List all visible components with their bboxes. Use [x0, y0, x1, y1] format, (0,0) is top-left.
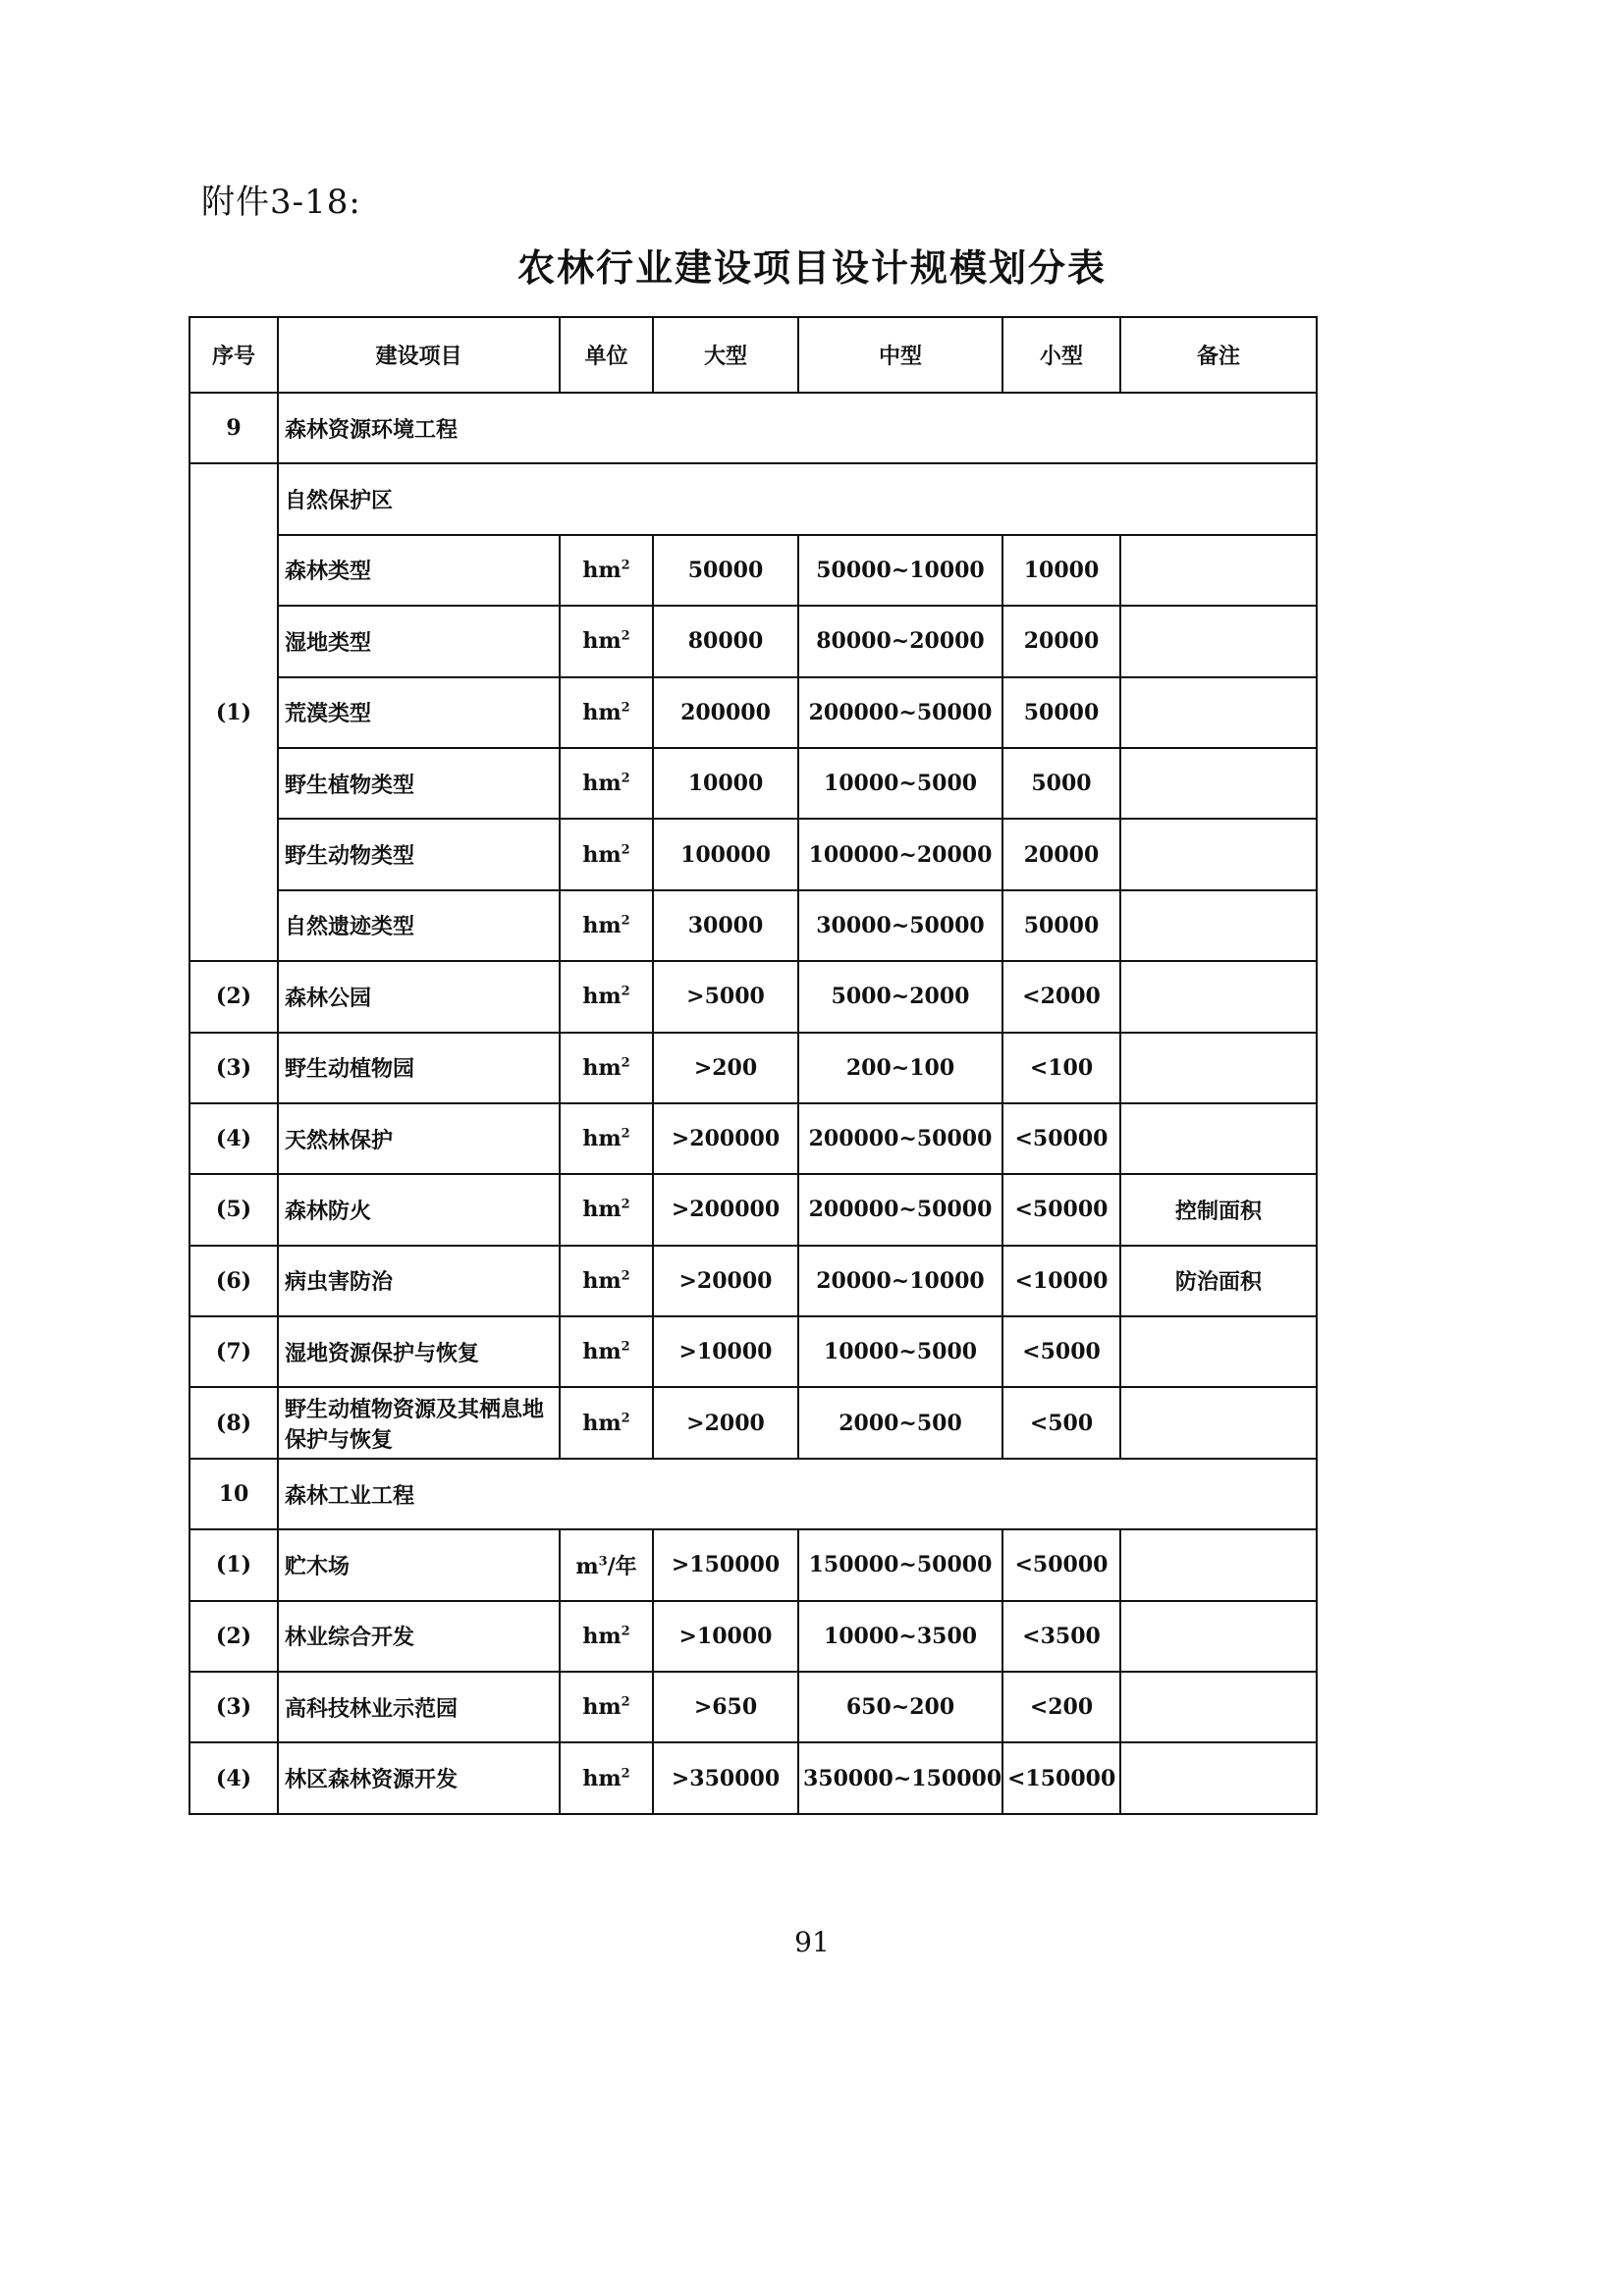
table-row	[189, 1529, 1317, 1600]
remark-value	[1120, 961, 1317, 1032]
table-row	[189, 1103, 1317, 1174]
medium-scale-value: 200~100	[798, 1033, 1002, 1103]
table-row	[189, 748, 1317, 819]
section-name: 森林资源环境工程	[278, 393, 1317, 463]
small-scale-value: 50000	[1002, 890, 1120, 961]
unit-exponent: 2	[621, 1268, 630, 1284]
group-number: (1)	[189, 463, 278, 961]
unit-exponent: 2	[621, 1198, 630, 1213]
remark-value	[1120, 1672, 1317, 1742]
table-row	[189, 535, 1317, 606]
project-name: 高科技林业示范园	[278, 1672, 560, 1742]
unit-base: hm	[582, 1410, 622, 1436]
table-row	[189, 1033, 1317, 1103]
remark-value	[1120, 819, 1317, 889]
table-row	[189, 1246, 1317, 1316]
page-number: 91	[794, 1926, 830, 1958]
unit-cell	[560, 1601, 653, 1672]
table-row	[189, 1672, 1317, 1742]
project-name: 贮木场	[278, 1529, 560, 1600]
large-scale-value: >650	[653, 1672, 798, 1742]
unit-base: hm	[582, 1765, 622, 1791]
item-number: (4)	[189, 1742, 278, 1813]
medium-scale-value: 200000~50000	[798, 677, 1002, 748]
column-header-project: 建设项目	[278, 317, 560, 393]
unit-exponent: 2	[621, 700, 630, 716]
small-scale-value: <100	[1002, 1033, 1120, 1103]
project-name: 湿地类型	[278, 606, 560, 676]
unit-base: hm	[582, 557, 622, 583]
remark-value	[1120, 1529, 1317, 1600]
unit-base: hm	[582, 1339, 622, 1365]
table-row	[189, 961, 1317, 1032]
large-scale-value: 30000	[653, 890, 798, 961]
table-row	[189, 1316, 1317, 1387]
remark-value: 控制面积	[1120, 1174, 1317, 1245]
medium-scale-value: 50000~10000	[798, 535, 1002, 606]
small-scale-value: <50000	[1002, 1103, 1120, 1174]
small-scale-value: 5000	[1002, 748, 1120, 819]
remark-value	[1120, 1316, 1317, 1387]
table-row	[189, 890, 1317, 961]
large-scale-value: 100000	[653, 819, 798, 889]
unit-exponent: 2	[621, 1624, 630, 1639]
item-number: (3)	[189, 1672, 278, 1742]
unit-exponent: 3	[598, 1554, 608, 1570]
medium-scale-value: 5000~2000	[798, 961, 1002, 1032]
large-scale-value: 200000	[653, 677, 798, 748]
project-name: 病虫害防治	[278, 1246, 560, 1316]
small-scale-value: <2000	[1002, 961, 1120, 1032]
large-scale-value: >10000	[653, 1601, 798, 1672]
remark-value	[1120, 677, 1317, 748]
column-header-no: 序号	[189, 317, 278, 393]
table-header-row	[189, 317, 1317, 393]
unit-exponent: 2	[621, 1126, 630, 1142]
attachment-label: 附件3-18:	[201, 183, 361, 222]
medium-scale-value: 30000~50000	[798, 890, 1002, 961]
unit-base: hm	[582, 628, 622, 655]
large-scale-value: >350000	[653, 1742, 798, 1813]
unit-base: hm	[582, 1694, 622, 1721]
unit-cell	[560, 1529, 653, 1600]
unit-cell	[560, 1316, 653, 1387]
section-number: 9	[189, 393, 278, 463]
unit-cell	[560, 1033, 653, 1103]
medium-scale-value: 650~200	[798, 1672, 1002, 1742]
unit-cell	[560, 1387, 653, 1458]
medium-scale-value: 10000~5000	[798, 1316, 1002, 1387]
table-body	[189, 393, 1317, 1814]
project-name: 自然遗迹类型	[278, 890, 560, 961]
unit-base: hm	[582, 1054, 622, 1081]
unit-exponent: 2	[621, 913, 630, 929]
unit-base: hm	[582, 699, 622, 725]
remark-value	[1120, 748, 1317, 819]
unit-base: hm	[582, 1126, 622, 1152]
section-row	[189, 1459, 1317, 1529]
remark-value	[1120, 1601, 1317, 1672]
unit-base: hm	[582, 1623, 622, 1649]
table-row	[189, 606, 1317, 676]
unit-base: hm	[582, 1267, 622, 1294]
small-scale-value: 20000	[1002, 606, 1120, 676]
unit-exponent: 2	[621, 771, 630, 786]
large-scale-value: >200	[653, 1033, 798, 1103]
small-scale-value: <150000	[1002, 1742, 1120, 1813]
remark-value	[1120, 1742, 1317, 1813]
medium-scale-value: 2000~500	[798, 1387, 1002, 1458]
item-number: (6)	[189, 1246, 278, 1316]
remark-value	[1120, 535, 1317, 606]
section-name: 森林工业工程	[278, 1459, 1317, 1529]
column-header-small: 小型	[1002, 317, 1120, 393]
medium-scale-value: 80000~20000	[798, 606, 1002, 676]
large-scale-value: >5000	[653, 961, 798, 1032]
group-row	[189, 463, 1317, 534]
unit-exponent: 2	[621, 1694, 630, 1710]
unit-base: hm	[582, 841, 622, 868]
unit-base: hm	[582, 984, 622, 1010]
remark-value	[1120, 606, 1317, 676]
unit-cell	[560, 535, 653, 606]
item-number: (2)	[189, 961, 278, 1032]
project-name: 野生动植物资源及其栖息地保护与恢复	[278, 1387, 560, 1458]
table-row	[189, 677, 1317, 748]
large-scale-value: >200000	[653, 1174, 798, 1245]
table-row	[189, 1742, 1317, 1813]
unit-base: hm	[582, 1197, 622, 1223]
small-scale-value: <50000	[1002, 1529, 1120, 1600]
unit-cell	[560, 890, 653, 961]
column-header-large: 大型	[653, 317, 798, 393]
item-number: (2)	[189, 1601, 278, 1672]
section-row	[189, 393, 1317, 463]
unit-cell	[560, 1246, 653, 1316]
project-name: 湿地资源保护与恢复	[278, 1316, 560, 1387]
large-scale-value: >200000	[653, 1103, 798, 1174]
unit-exponent: 2	[621, 1411, 630, 1426]
item-number: (1)	[189, 1529, 278, 1600]
project-name: 野生动植物园	[278, 1033, 560, 1103]
remark-value	[1120, 890, 1317, 961]
unit-base: hm	[582, 912, 622, 938]
column-header-remark: 备注	[1120, 317, 1317, 393]
unit-cell	[560, 606, 653, 676]
large-scale-value: 10000	[653, 748, 798, 819]
unit-cell	[560, 961, 653, 1032]
medium-scale-value: 150000~50000	[798, 1529, 1002, 1600]
project-name: 林区森林资源开发	[278, 1742, 560, 1813]
unit-cell	[560, 1742, 653, 1813]
section-number: 10	[189, 1459, 278, 1529]
item-number: (5)	[189, 1174, 278, 1245]
small-scale-value: <50000	[1002, 1174, 1120, 1245]
medium-scale-value: 350000~150000	[798, 1742, 1002, 1813]
small-scale-value: <200	[1002, 1672, 1120, 1742]
small-scale-value: <10000	[1002, 1246, 1120, 1316]
scale-table-container	[189, 316, 1316, 1815]
group-name: 自然保护区	[278, 463, 1317, 534]
document-title: 农林行业建设项目设计规模划分表	[516, 246, 1107, 290]
medium-scale-value: 20000~10000	[798, 1246, 1002, 1316]
medium-scale-value: 200000~50000	[798, 1174, 1002, 1245]
unit-exponent: 2	[621, 1055, 630, 1071]
small-scale-value: 50000	[1002, 677, 1120, 748]
unit-cell	[560, 1103, 653, 1174]
remark-value	[1120, 1033, 1317, 1103]
unit-base: m	[575, 1553, 599, 1579]
project-name: 森林类型	[278, 535, 560, 606]
small-scale-value: <5000	[1002, 1316, 1120, 1387]
medium-scale-value: 10000~3500	[798, 1601, 1002, 1672]
small-scale-value: 20000	[1002, 819, 1120, 889]
medium-scale-value: 10000~5000	[798, 748, 1002, 819]
project-name: 天然林保护	[278, 1103, 560, 1174]
unit-suffix: /年	[607, 1553, 637, 1579]
item-number: (8)	[189, 1387, 278, 1458]
unit-cell	[560, 748, 653, 819]
large-scale-value: >20000	[653, 1246, 798, 1316]
unit-exponent: 2	[621, 842, 630, 858]
unit-exponent: 2	[621, 558, 630, 573]
table-row	[189, 1174, 1317, 1245]
item-number: (7)	[189, 1316, 278, 1387]
unit-exponent: 2	[621, 1766, 630, 1782]
large-scale-value: >10000	[653, 1316, 798, 1387]
small-scale-value: 10000	[1002, 535, 1120, 606]
unit-exponent: 2	[621, 1339, 630, 1355]
project-name: 野生植物类型	[278, 748, 560, 819]
unit-cell	[560, 1174, 653, 1245]
large-scale-value: 80000	[653, 606, 798, 676]
unit-exponent: 2	[621, 984, 630, 999]
medium-scale-value: 100000~20000	[798, 819, 1002, 889]
medium-scale-value: 200000~50000	[798, 1103, 1002, 1174]
project-name: 森林防火	[278, 1174, 560, 1245]
scale-table	[189, 316, 1318, 1815]
unit-cell	[560, 819, 653, 889]
unit-cell	[560, 1672, 653, 1742]
table-row	[189, 1601, 1317, 1672]
large-scale-value: 50000	[653, 535, 798, 606]
remark-value: 防治面积	[1120, 1246, 1317, 1316]
project-name: 森林公园	[278, 961, 560, 1032]
unit-cell	[560, 677, 653, 748]
remark-value	[1120, 1387, 1317, 1458]
table-row	[189, 1387, 1317, 1458]
remark-value	[1120, 1103, 1317, 1174]
project-name: 野生动物类型	[278, 819, 560, 889]
small-scale-value: <3500	[1002, 1601, 1120, 1672]
table-row	[189, 819, 1317, 889]
column-header-medium: 中型	[798, 317, 1002, 393]
column-header-unit: 单位	[560, 317, 653, 393]
project-name: 林业综合开发	[278, 1601, 560, 1672]
unit-exponent: 2	[621, 629, 630, 645]
item-number: (3)	[189, 1033, 278, 1103]
small-scale-value: <500	[1002, 1387, 1120, 1458]
large-scale-value: >2000	[653, 1387, 798, 1458]
project-name: 荒漠类型	[278, 677, 560, 748]
unit-base: hm	[582, 771, 622, 797]
large-scale-value: >150000	[653, 1529, 798, 1600]
item-number: (4)	[189, 1103, 278, 1174]
